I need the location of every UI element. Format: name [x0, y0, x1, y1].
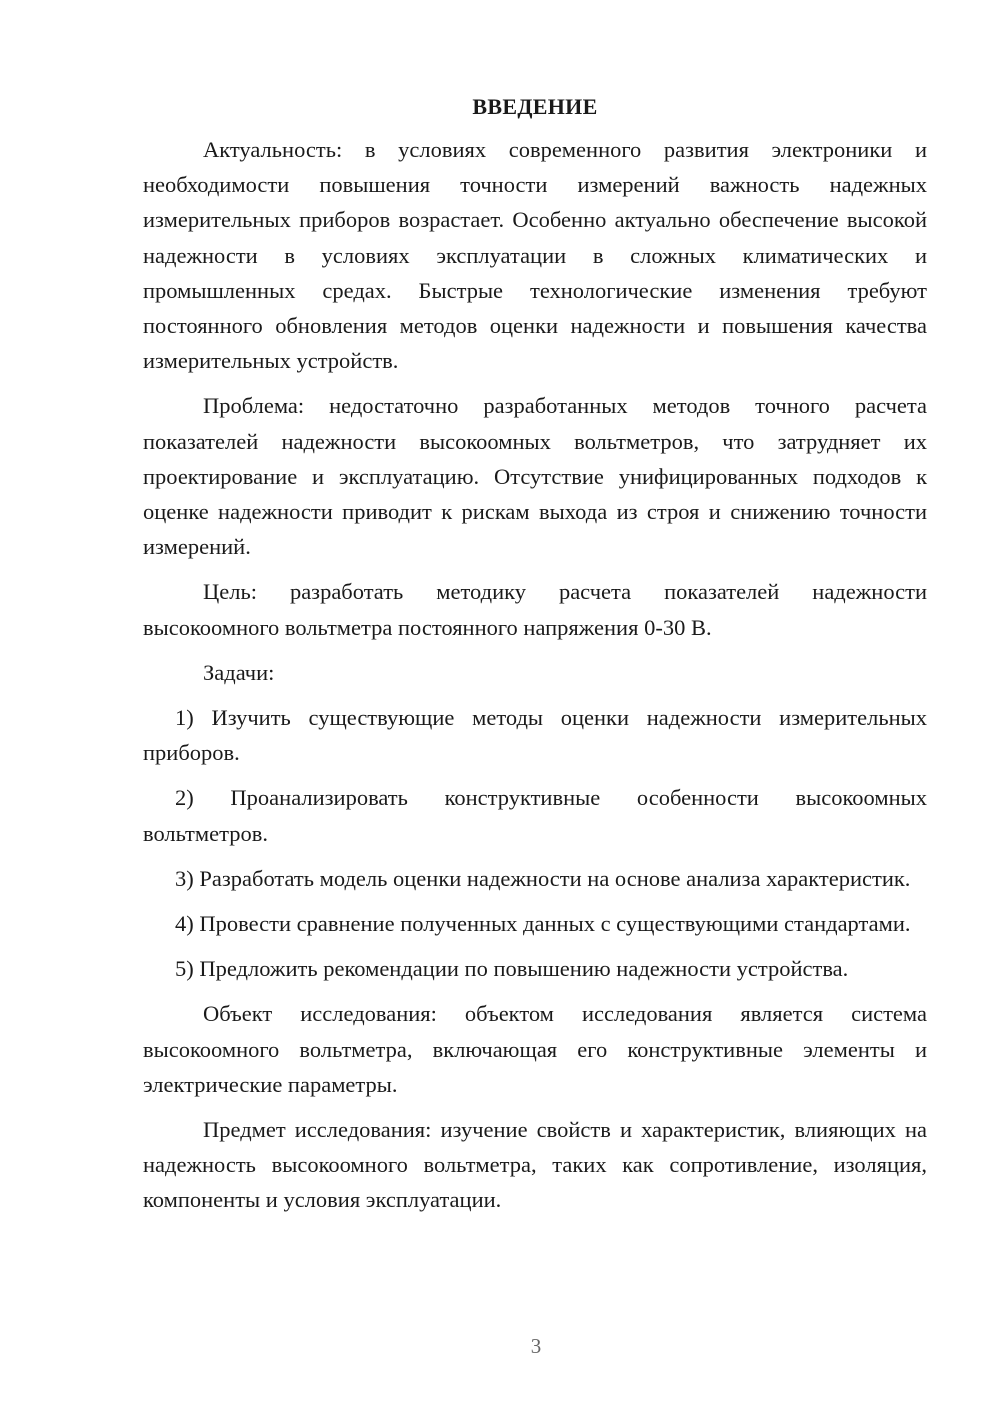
- task-item: 4) Провести сравнение полученных данных с существующими стандартами.: [175, 911, 911, 937]
- page-number: 3: [530, 1334, 542, 1358]
- problem-paragraph: Проблема: недостаточно разработанных методов точного расчета показателей надежности высокоомных вольтметров, что затрудняет их проектирование и эксплуатацию. Отсутствие унифицированных подходов к оценке надежности приводит к рискам выхода из строя и снижению точности измерений.: [143, 393, 927, 560]
- task-item: 1) Изучить существующие методы оценки надежности измерительных приборов.: [143, 705, 927, 766]
- goal-paragraph: Цель: разработать методику расчета показателей надежности высокоомного вольтметра постоянного напряжения 0-30 В.: [143, 579, 927, 640]
- task-item: 5) Предложить рекомендации по повышению надежности устройства.: [175, 956, 849, 982]
- relevance-paragraph: Актуальность: в условиях современного развития электроники и необходимости повышения точности измерений важность надежных измерительных приборов возрастает. Особенно актуально обеспечение высокой надежности в условиях эксплуатации в сложных климатических и промышленных средах. Быстрые технологические изменения требуют постоянного обновления методов оценки надежности и повышения качества измерительных устройств.: [143, 137, 927, 374]
- subject-paragraph: Предмет исследования: изучение свойств и характеристик, влияющих на надежность высокоомного вольтметра, таких как сопротивление, изоляция, компоненты и условия эксплуатации.: [143, 1117, 927, 1213]
- object-paragraph: Объект исследования: объектом исследования является система высокоомного вольтметра, включающая его конструктивные элементы и электрические параметры.: [143, 1001, 927, 1097]
- page-title: ВВЕДЕНИЕ: [472, 94, 598, 119]
- task-item: 3) Разработать модель оценки надежности на основе анализа характеристик.: [175, 865, 911, 891]
- tasks-label: Задачи:: [203, 659, 275, 685]
- task-item: 2) Проанализировать конструктивные особенности высокоомных вольтметров.: [143, 785, 927, 846]
- page-content: [143, 92, 927, 1228]
